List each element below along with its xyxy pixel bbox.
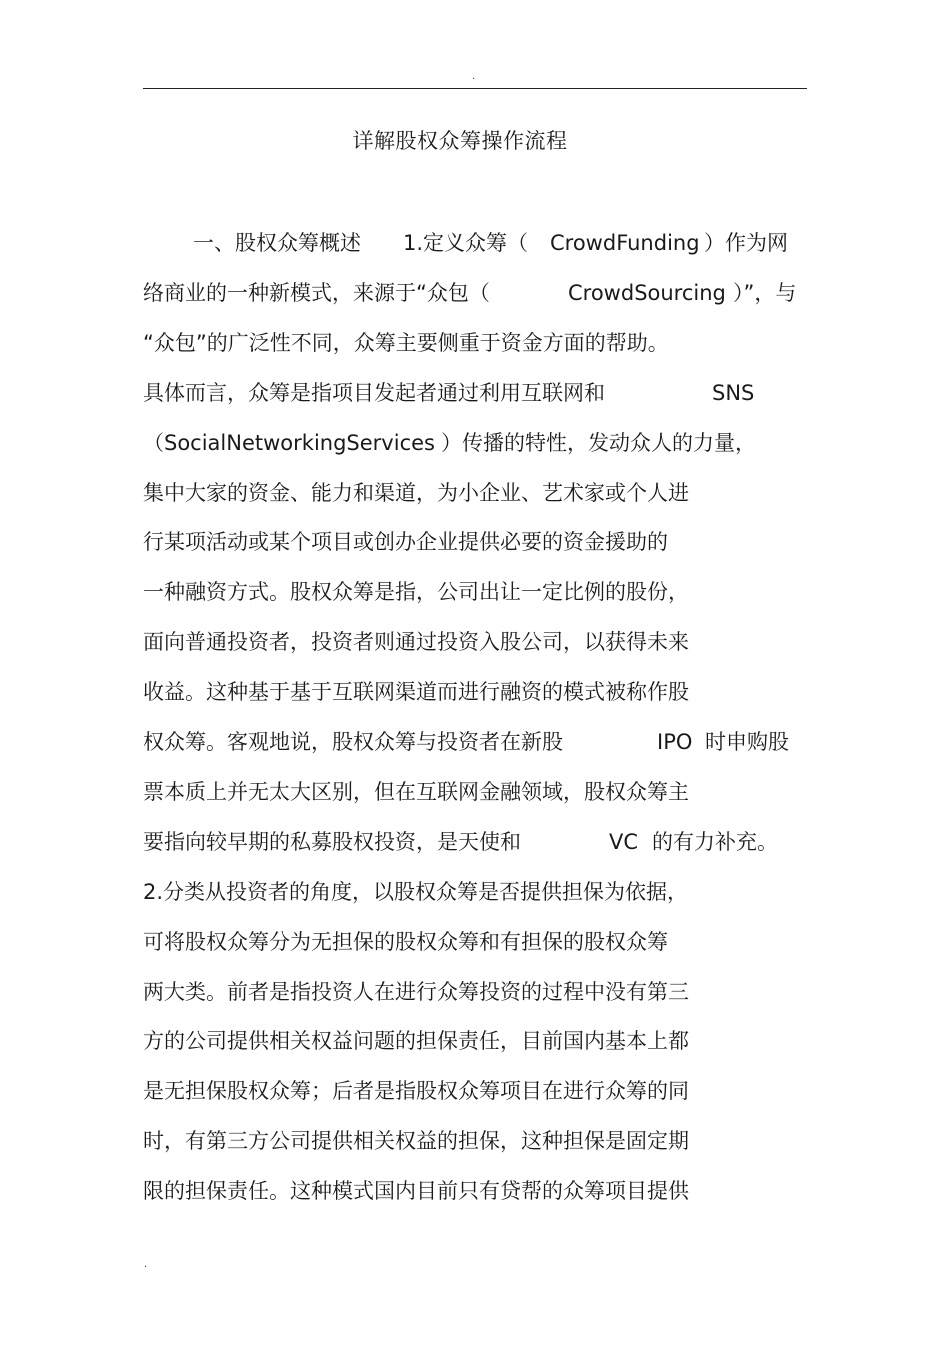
body-line-4-segment-2: SNS <box>712 381 755 405</box>
body-line-17-segment-1: 方的公司提供相关权益问题的担保责任，目前国内基本上都 <box>143 1029 689 1053</box>
body-line-5-segment-1: （SocialNetworkingServices <box>143 431 435 455</box>
body-line-2-segment-1: 络商业的一种新模式，来源于“众包（ <box>143 281 490 305</box>
body-line-6-segment-1: 集中大家的资金、能力和渠道，为小企业、艺术家或个人进 <box>143 481 689 505</box>
body-line-9-segment-1: 面向普通投资者，投资者则通过投资入股公司，以获得未来 <box>143 630 689 654</box>
body-line-2-segment-3: ）”，与 <box>733 281 797 305</box>
body-line-3-segment-1: “众包”的广泛性不同，众筹主要侧重于资金方面的帮助。 <box>143 331 669 355</box>
body-line-8-segment-1: 一种融资方式。股权众筹是指，公司出让一定比例的股份， <box>143 580 689 604</box>
body-line-19-segment-1: 时，有第三方公司提供相关权益的担保，这种担保是固定期 <box>143 1129 689 1153</box>
body-line-20-segment-1: 限的担保责任。这种模式国内目前只有贷帮的众筹项目提供 <box>143 1179 689 1203</box>
body-line-5-segment-2: ）传播的特性，发动众人的力量， <box>441 431 756 455</box>
body-line-12-segment-1: 票本质上并无太大区别，但在互联网金融领域，股权众筹主 <box>143 780 689 804</box>
header-mark: . <box>472 71 476 82</box>
body-line-13-segment-2: VC <box>609 830 639 854</box>
body-line-11-segment-3: 时申购股 <box>705 730 789 754</box>
body-line-13-segment-3: 的有力补充。 <box>652 830 778 854</box>
body-line-10-segment-1: 收益。这种基于基于互联网渠道而进行融资的模式被称作股 <box>143 680 689 704</box>
body-line-15-segment-1: 可将股权众筹分为无担保的股权众筹和有担保的股权众筹 <box>143 930 668 954</box>
body-line-18-segment-1: 是无担保股权众筹；后者是指股权众筹项目在进行众筹的同 <box>143 1079 689 1103</box>
body-line-4-segment-1: 具体而言，众筹是指项目发起者通过利用互联网和 <box>143 381 605 405</box>
body-line-1-segment-2: 1.定义众筹（ <box>403 231 529 255</box>
body-line-7-segment-1: 行某项活动或某个项目或创办企业提供必要的资金援助的 <box>143 530 668 554</box>
body-line-13-segment-1: 要指向较早期的私募股权投资，是天使和 <box>143 830 521 854</box>
document-title: 详解股权众筹操作流程 <box>352 129 568 153</box>
body-line-16-segment-1: 两大类。前者是指投资人在进行众筹投资的过程中没有第三 <box>143 980 689 1004</box>
body-line-11-segment-2: IPO <box>657 730 693 754</box>
footer-mark: . <box>144 1259 148 1270</box>
body-line-1-segment-1: 一、股权众筹概述 <box>193 231 361 255</box>
body-line-1-segment-3: CrowdFunding <box>550 231 700 255</box>
body-line-11-segment-1: 权众筹。客观地说，股权众筹与投资者在新股 <box>143 730 563 754</box>
body-line-1-segment-4: ）作为网 <box>704 231 788 255</box>
body-line-14-segment-1: 2.分类从投资者的角度，以股权众筹是否提供担保为依据， <box>143 880 689 904</box>
body-line-2-segment-2: CrowdSourcing <box>568 281 726 305</box>
